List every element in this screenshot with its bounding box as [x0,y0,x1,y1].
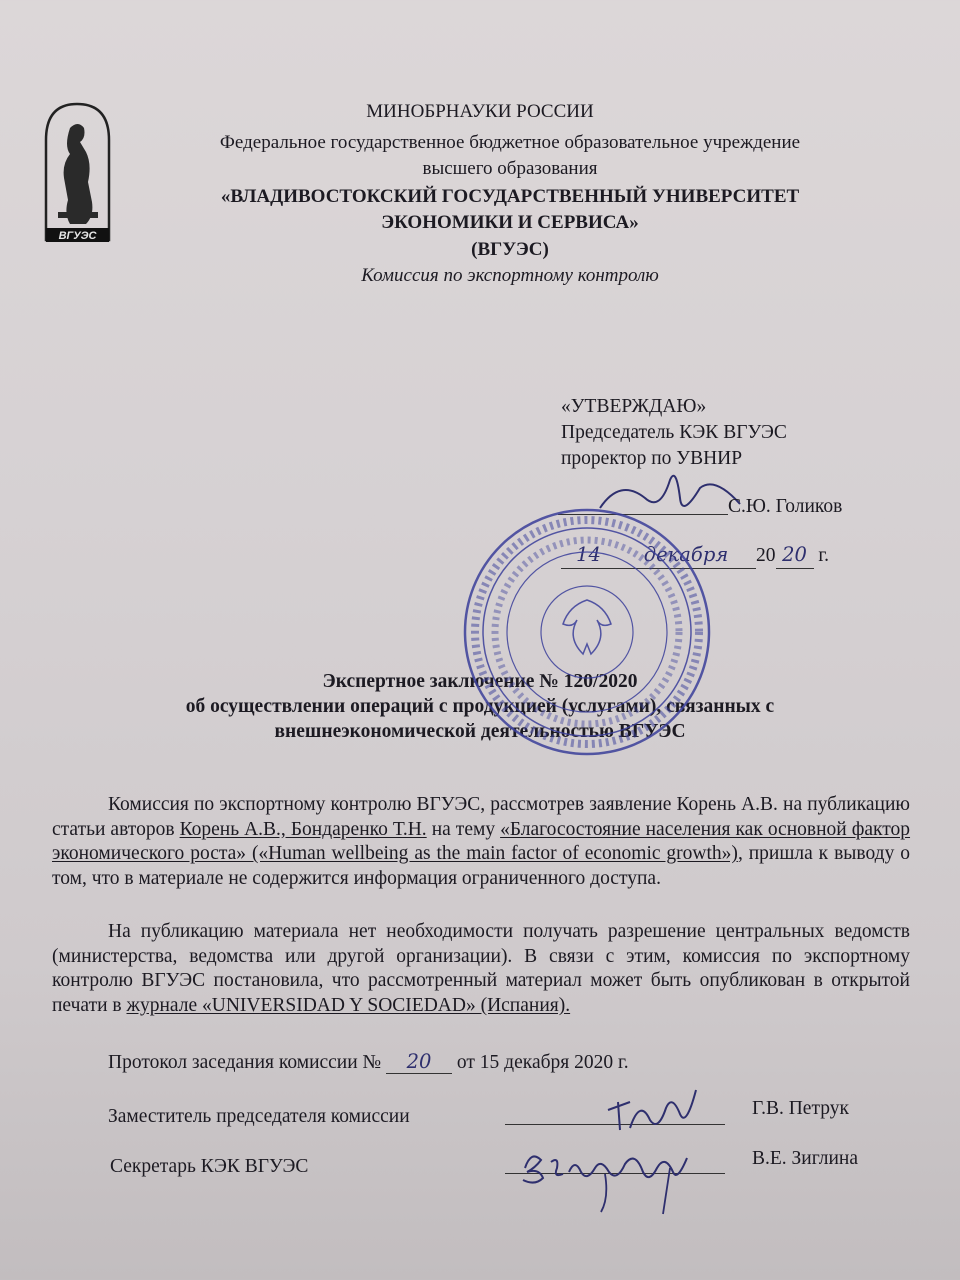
protocol-line [108,1050,629,1074]
approval-date-month: декабря [616,542,756,569]
commission-name: Комиссия по экспортному контролю [361,265,659,286]
p1-text-c: , пришла к выводу о том, что в материале не содержится информация ограниченного доступа. [52,843,910,889]
body-paragraph-2 [52,920,910,1018]
approval-name: С.Ю. Голиков [728,496,843,517]
secretary-signature [505,1128,705,1223]
ministry-name: МИНОБРНАУКИ РОССИИ [366,101,594,122]
p2-text-a: На публикацию материала нет необходимости получать разрешение центральных ведомств (министерства, ведомства или другой организации). В связи с этим, комиссия по экспортному контролю ВГУЭС постановила, что рассмотренный материал может быть опубликован в открытой печати в [52,921,910,1016]
p1-topic: «Благосостояние населения как основной фактор экономического роста» («Human wellbeing as the main factor of economic growth») [52,818,911,864]
approval-date-year-prefix: 20 [756,545,776,566]
logo-text: ВГУЭС [58,230,97,242]
p1-text-a: Комиссия по экспортному контролю ВГУЭС, рассмотрев заявление Корень А.В. на публикацию статьи авторов [52,794,910,840]
approval-date-day: 14 [561,542,616,569]
conclusion-subtitle-2: внешнеэкономической деятельностью ВГУЭС [274,721,686,742]
approval-heading: «УТВЕРЖДАЮ» [561,396,707,417]
approval-date-year-suffix: 20 [776,542,814,569]
p1-text-b: на тему [426,818,501,840]
institution-line-1: Федеральное государственное бюджетное образовательное учреждение [219,132,801,153]
p1-authors: Корень А.В., Бондаренко Т.Н. [179,818,427,840]
p2-journal: журнале «UNIVERSIDAD Y SOCIEDAD» (Испания). [126,994,571,1016]
protocol-suffix: от 15 декабря 2020 г. [456,1052,629,1073]
university-name-line-2: ЭКОНОМИКИ И СЕРВИСА» [381,212,639,233]
institution-line-2: высшего образования [422,158,598,179]
protocol-prefix: Протокол заседания комиссии № [108,1052,382,1073]
university-abbr: (ВГУЭС) [471,239,549,260]
approval-position-2: проректор по УВНИР [561,448,743,469]
approval-date-end: г. [818,545,830,566]
secretary-name: В.Е. Зиглина [752,1148,859,1169]
deputy-name: Г.В. Петрук [752,1098,849,1119]
protocol-number: 20 [386,1050,452,1074]
body-paragraph-1 [52,793,910,891]
deputy-label: Заместитель председателя комиссии [108,1106,410,1127]
secretary-label: Секретарь КЭК ВГУЭС [110,1156,309,1177]
conclusion-title: Экспертное заключение № 120/2020 [322,671,638,692]
official-stamp [460,505,715,760]
university-name-line-1: «ВЛАДИВОСТОКСКИЙ ГОСУДАРСТВЕННЫЙ УНИВЕРСИТЕТ [220,186,800,207]
conclusion-subtitle-1: об осуществлении операций с продукцией (услугами), связанных с [185,696,775,717]
approval-position-1: Председатель КЭК ВГУЭС [561,422,787,443]
